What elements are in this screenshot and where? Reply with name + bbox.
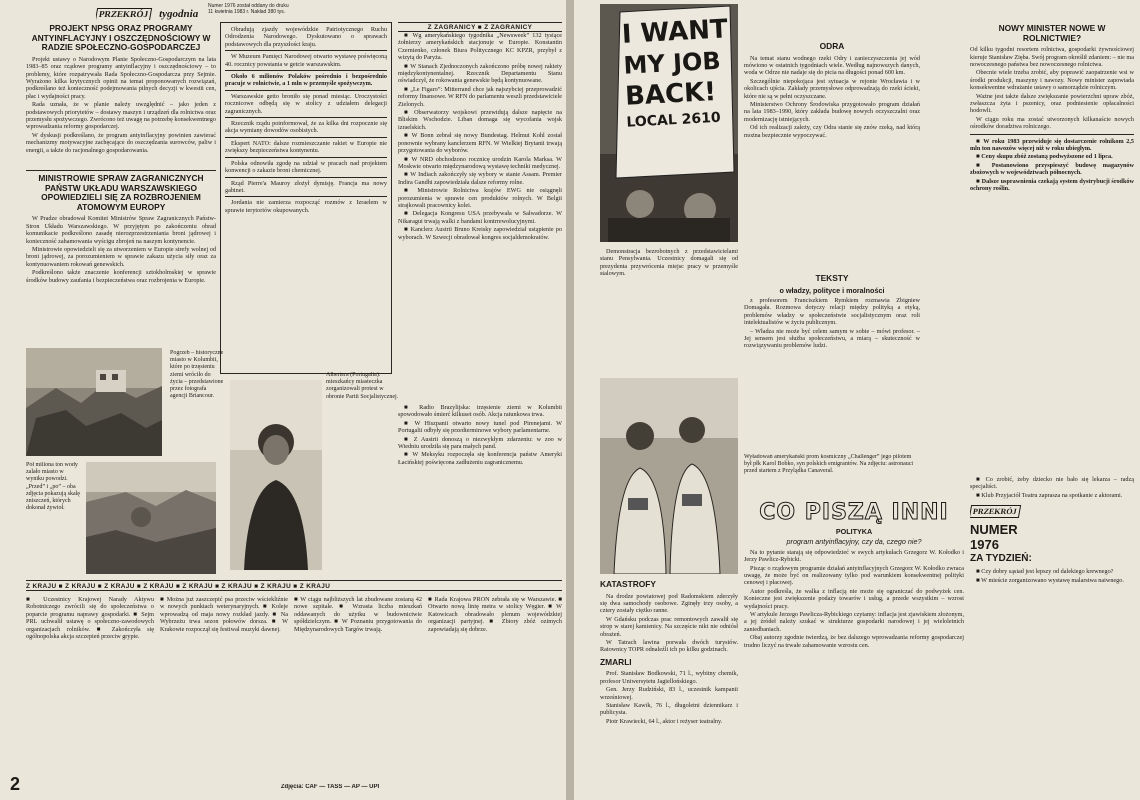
article-rozbrojenie-p3: Podkreślono także znaczenie konferencji sztokholmskiej w sprawie środków budowy zaufania i bezpieczeństwa oraz rozbrojenia w Europie.	[26, 269, 216, 284]
right-page	[574, 0, 1140, 800]
article-npsg-p1: Projekt ustawy o Narodowym Planie Społeczno-Gospodarczym na lata 1983–85 oraz rządowe programy antyinflacyjny i oszczędnościowy – to problemy, które rozpatrywała Rada Społeczno-Gospodarcza przy Sejmie. Wyrażono kilka krytycznych opinii na temat proponowanych rozwiązań, podkreślano też konieczność podejmowania pilnych decyzji w kwestii cen, płac i wydajności pracy.	[26, 55, 216, 100]
sign-line-3: BACK!	[624, 77, 717, 112]
article-minister-p3: Ważne jest także dalsze zwiększanie powierzchni upraw zbóż, zwłaszcza żyta i pszenicy, oraz podniesienie opłacalności hodowli.	[970, 92, 1134, 115]
article-minister-p4: W ciągu roku ma zostać utworzonych kilkanaście nowych ośrodków doradztwa rolniczego.	[970, 115, 1134, 131]
zagranicy-item: ■ „Le Figaro”: Mitterrand chce jak najszybciej przeprowadzić reformy finansowe. W RFN do parlamentu weszli przedstawiciele Zielonych.	[398, 85, 562, 108]
zagranicy-header: Z ZAGRANICY ■ Z ZAGRANICY	[398, 22, 562, 32]
zagranicy-lower-item: ■ Radio Brazylijska: trzęsienie ziemi w Kolumbii spowodowało śmierć kilkuset osób. Akcja ratunkowa trwa.	[398, 404, 562, 419]
co-pisza-p2: Pisząc o rządowym programie działań antyinflacyjnych Grzegorz W. Kołodko zwraca uwagę, że może być on realizowany tylko pod warunkiem konsekwentnej polityki cenowej i płacowej.	[744, 564, 964, 587]
protest-caption-text: Demonstracja bezrobotnych z przedstawicielami stanu Pensylwania. Uczestnicy domagali się od prezydenta przywrócenia miejsc pracy w przemyśle stalowym.	[600, 248, 738, 278]
article-odra-p4: Od ich realizacji zależy, czy Odra stanie się znów rzeką, nad którą można bezpiecznie wypoczywać.	[744, 124, 920, 139]
news-box-item: Warszawskie getto broniło się ponad miesiąc. Uroczystości rocznicowe odbędą się w stolicy z udziałem delegacji zagranicznych.	[225, 92, 387, 115]
article-rozbrojenie-headline: MINISTROWIE SPRAW ZAGRANICZNYCH PAŃSTW UKŁADU WARSZAWSKIEGO OPOWIEDZIELI SIĘ ZA ROZBROJENIEM ATOMOWYM EUROPY	[38, 173, 204, 212]
kraj-column-2: ■ Można już zaszczepić psa przeciw wściekliźnie w nowych punktach weterynaryjnych. ■ Koleje wprowadzą od maja nowy rozkład jazdy. ■ Na Wybrzeżu trwa sezon połowów dorsza. ■ W Krakowie rozpoczął się festiwal muzyki dawnej.	[160, 596, 288, 633]
sign-line-4: LOCAL 2610	[626, 109, 722, 131]
article-odra-p2: Szczególnie niepokojąca jest sytuacja w rejonie Wrocławia i w okolicach ujścia. Zakłady przemysłowe odprowadzają do rzeki ścieki, które nie są w pełni oczyszczane.	[744, 77, 920, 100]
spine	[566, 0, 574, 800]
masthead-title: tygodnia	[159, 8, 199, 20]
news-box-item: Obradują zjazdy wojewódzkie Patriotycznego Ruchu Odrodzenia Narodowego. Dyskutowano o sprawach podstawowych dla przyszłości kraju.	[225, 26, 387, 48]
zagranicy-lower	[398, 404, 562, 576]
co-pisza-p5: Obaj autorzy zgodnie twierdzą, że bez dalszego wprowadzania reformy gospodarczej trudno liczyć na trwałe zahamowanie wzrostu cen.	[744, 634, 964, 649]
lista-item: ■ W roku 1983 przewiduje się dostarczenie rolnikom 2,5 mln ton nawozów więcej niż w roku ubiegłym.	[970, 137, 1134, 153]
zagranicy-column	[398, 22, 562, 398]
photo-astronauts	[600, 378, 738, 574]
photo-rubble	[26, 348, 162, 456]
katastrofy-headline: KATASTROFY	[600, 579, 656, 589]
article-odra-headline: ODRA	[819, 41, 845, 51]
zagranicy-lower-item: ■ W Hiszpanii otwarto nowy tunel pod Pirenejami. W Portugalii odbyły się przedterminowe wybory parlamentarne.	[398, 419, 562, 435]
sign-line-2: MY JOB	[622, 46, 722, 80]
article-odra-p3: Ministerstwo Ochrony Środowiska przygotowało program działań na lata 1983–1990, który zakłada budowę nowych oczyszczalni oraz modernizację istniejących.	[744, 101, 920, 123]
news-box-item: Ekspert NATO: dalsze rozmieszczanie rakiet w Europie nie zwiększy bezpieczeństwa kontynentu.	[225, 139, 387, 155]
zagranicy-item: ■ W Bonn zebrał się nowy Bundestag. Helmut Kohl został ponownie wybrany kanclerzem RFN. W Wielkiej Brytanii trwają przygotowania do wyborów.	[398, 132, 562, 155]
article-teksty-p1: z profesorem Franciszkiem Rymkiem rozmawia Zbigniew Domagała. Rozmowa dotyczy relacji między polityką a etyką, problemów władzy w społeczeństwie socjalistycznym oraz roli intelektualistów w życiu publicznym.	[744, 297, 920, 327]
lista-item: ■ Postanowiono przyspieszyć budowę magazynów zbożowych w województwach północnych.	[970, 161, 1134, 177]
article-npsg-p2: Rada uznała, że w planie należy uwzględnić – jako jeden z podstawowych priorytetów – dostawy maszyn i urządzeń dla rolnictwa oraz przemysłu spożywczego. Zwrócono też uwagę na potrzebę konsekwentnego wprowadzania reformy gospodarczej.	[26, 101, 216, 131]
lineup-logo: PRZEKRÓJ	[970, 505, 1021, 518]
kraj-column-3: ■ W ciągu najbliższych lat zbudowane zostaną 42 nowe szpitale. ■ Wzrasta liczba mieszkań oddawanych do użytku w budownictwie spółdzielczym. ■ W Poznaniu przygotowania do Międzynarodowych Targów trwają.	[294, 596, 422, 633]
article-npsg	[26, 22, 216, 170]
zagranicy-item: ■ W Stanach Zjednoczonych zakończono próbę nowej rakiety międzykontynentalnej. Rzecznik Departamentu Stanu oświadczył, że rokowania genewskie będą kontynuowane.	[398, 62, 562, 85]
zmarli-headline: ZMARLI	[600, 656, 632, 667]
article-minister-p2: Obecnie wiele trzeba zrobić, aby poprawić zaopatrzenie wsi w środki produkcji, maszyny i nawozy. Nowy minister zapowiada konsekwentne wdrażanie ustawy o samorządzie rolniczym.	[970, 69, 1134, 92]
article-teksty	[744, 272, 920, 452]
lineup-numer-label: NUMER	[970, 522, 1018, 538]
news-box	[220, 22, 392, 374]
masthead-logo: PRZEKRÓJ	[96, 8, 152, 20]
zagranicy-item: ■ Delegacja Kongresu USA przebywała w Salwadorze. W Nikaragui trwają walki z bandami kontrrewolucyjnymi.	[398, 210, 562, 225]
article-rozbrojenie-p2: Ministrowie opowiedzieli się za utworzeniem w Europie strefy wolnej od broni jądrowej, za porozumieniem w sprawie zakazu użycia siły oraz za kontynuowaniem rokowań genewskich.	[26, 246, 216, 268]
photo-astronauts-caption: Wyładowań amerykański prom kosmiczny „Challenger” jego pilotem był płk Karol Bobko, syn polskich emigrantów. Na zdjęciu: astronauci przed startem z Przylądka Canaveral.	[744, 454, 914, 475]
article-minister	[970, 22, 1134, 472]
article-minister-p1: Od kilku tygodni resortem rolnictwa, gospodarki żywnościowej kieruje Stanisław Zięba. Swój program określił zdaniem: – nie ma nowoczesnego państwa bez nowoczesnego rolnictwa.	[970, 46, 1134, 68]
co-pisza-p3: Autor podkreśla, że walka z inflacją nie może się ograniczać do podwyżek cen. Konieczne jest zwiększenie podaży towarów i usług, a przede wszystkim – wzrost wydajności pracy.	[744, 587, 964, 610]
divider	[26, 170, 216, 171]
photo-protest	[600, 4, 738, 242]
article-co-pisza	[744, 500, 964, 796]
co-pisza-headline: CO PISZĄ INNI	[759, 500, 949, 525]
article-minister-headline: NOWY MINISTER NOWE W ROLNICTWIE?	[998, 23, 1106, 43]
article-teksty-subtitle: o władzy, polityce i moralności	[779, 285, 885, 295]
left-page	[0, 0, 566, 800]
co-pisza-p1: Na to pytanie starają się odpowiedzieć w swych artykułach Grzegorz W. Kołodko i Jerzy Pawlicz-Rybicki.	[744, 548, 964, 564]
lista-item: ■ Ceny skupu zbóż zostaną podwyższone od 1 lipca.	[976, 153, 1113, 161]
article-rozbrojenie-p1: W Pradze obradował Komitet Ministrów Spraw Zagranicznych Państw-Stron Układu Warszawskiego. W przyjętym po zakończeniu obrad komunikacie podkreślono zasadę nierozprzestrzeniania broni jądrowej i konieczność zahamowania wyścigu zbrojeń na naszym kontynencie.	[26, 215, 216, 245]
news-box-item: W Muzeum Pamięci Narodowej otwarto wystawę poświęconą 40. rocznicy powstania w getcie warszawskim.	[225, 53, 387, 68]
lineup-za-tydzien: ZA TYDZIEŃ:	[970, 553, 1032, 565]
katastrofy-p2: W Gdańsku podczas prac remontowych zawalił się strop w starej kamienicy. Na szczęście nikt nie odniósł obrażeń.	[600, 615, 738, 638]
article-rozbrojenie	[26, 170, 216, 342]
zagranicy-item: ■ Obserwatorzy wojskowi przewidują dalsze napięcie na Bliskim Wschodzie. Liban domaga się wycofania wojsk izraelskich.	[398, 109, 562, 131]
kraj-banner: Z KRAJU ■ Z KRAJU ■ Z KRAJU ■ Z KRAJU ■ Z KRAJU ■ Z KRAJU ■ Z KRAJU ■ Z KRAJU	[26, 580, 562, 591]
co-pisza-p4: W artykule Jerzego Pawlicza-Rybickiego czytamy: inflacja jest zjawiskiem złożonym, a jej źródeł należy szukać w strukturze gospodarki narodowej i jej wieloletnich zaniedbaniach.	[744, 611, 964, 633]
masthead-meta-2: 11 kwietnia 1983 r. Nakład 380 tys.	[208, 9, 286, 15]
article-odra	[744, 40, 920, 270]
photo-flood-caption: Pół miliona ton wody zalało miasto w wyniku powodzi. „Przed” i „po” – oba zdjęcia pokazują skalę zniszczeń, których dokonał żywioł.	[26, 462, 80, 512]
article-npsg-p3: W dyskusji podkreślano, że program antyinflacyjny powinien zawierać mechanizmy motywacyjne zachęcające do oszczędzania surowców, paliw i energii, a także do racjonalnego gospodarowania.	[26, 131, 216, 154]
lineup-box	[970, 505, 1134, 518]
news-box-item: Jordania nie zamierza rozpocząć rozmów z Izraelem w sprawie terytoriów okupowanych.	[225, 199, 387, 214]
photo-sources: Zdjęcia: CAF — TASS — AP — UPI	[280, 784, 380, 790]
zagranicy-lower-item: ■ W Meksyku rozpoczęła się konferencja państw Ameryki Łacińskiej poświęcona zadłużeniu zagranicznemu.	[398, 451, 562, 466]
article-teksty-p2: – Władza nie może być celem samym w sobie – mówi profesor. – Jej sensem jest służba społeczeństwu, a miarą – skuteczność w rozwiązywaniu problemów ludzi.	[744, 327, 920, 350]
masthead	[96, 2, 306, 20]
article-teksty-headline: TEKSTY	[815, 273, 849, 283]
zmarli-item: Piotr Krawiecki, 64 l., aktor i reżyser teatralny.	[606, 717, 723, 725]
zagranicy-item: ■ Kanclerz Austrii Bruno Kreisky zapowiedział ustąpienie po wyborach. W Szwecji obradował kongres socjaldemokratów.	[398, 226, 562, 241]
news-box-item: Rząd Pierre'a Mauroy złożył dymisję. Francja ma nowy gabinet.	[225, 179, 387, 194]
lista-item: ■ Dalsze usprawnienia czekają system dystrybucji środków ochrony roślin.	[970, 177, 1134, 193]
news-box-item: Polska odnowiła zgodę na udział w pracach nad projektem konwencji o zakazie broni chemicznej.	[225, 159, 387, 175]
zagranicy-item: ■ Wg amerykańskiego tygodnika „Newsweek” 132 tysiące żołnierzy amerykańskich stacjonuje w Europie. Konstantin Czernienko, członek Biura Politycznego KC KPZR, przybył z wizytą do Paryża.	[398, 32, 562, 62]
article-npsg-headline: PROJEKT NPSG ORAZ PROGRAMY ANTYINFLACYJNY I OSZCZĘDNOŚCIOWY W RADZIE SPOŁECZNO-GOSPODARCZEJ	[31, 23, 211, 53]
wiesci-item: ■ W mieście zorganizowano wystawę malarstwa naiwnego.	[976, 576, 1124, 584]
kraj-column-1: ■ Uczestnicy Krajowej Narady Aktywu Robotniczego zwrócili się do społeczeństwa o poparcie programu naprawy gospodarki. ■ Sejm PRL uchwalił ustawę o społeczno-zawodowych organizacjach rolników. ■ Zakończyła się ogólnopolska akcja szczepień przeciw grypie.	[26, 596, 154, 641]
photo-albertera	[230, 380, 322, 570]
katastrofy-p3: W Tatrach lawina porwała dwóch turystów. Ratownicy TOPR odnaleźli ich po kilku godzinach.	[600, 639, 738, 654]
zagranicy-item: ■ Ministrowie Rolnictwa krajów EWG nie osiągnęli porozumienia w sprawie cen produktów rolnych. W Belgii strajkowali pracownicy kolei.	[398, 187, 562, 209]
zagranicy-item: ■ W NRD obchodzono rocznicę urodzin Karola Marksa. W Moskwie otwarto międzynarodową wystawę techniki medycznej.	[398, 155, 562, 170]
page-number: 2	[10, 774, 21, 794]
article-odra-p1: Na temat stanu wodnego rzeki Odry i zanieczyszczenia jej wód mówiono w ostatnich tygodniach wiele. Według najnowszych danych, woda w Odrze nie nadaje się do picia na długości ponad 600 km.	[744, 54, 920, 77]
sign-line-1: I WANT	[621, 14, 729, 50]
photo-protest-caption	[600, 248, 738, 368]
co-pisza-subtitle: program antyinflacyjny, czy da, czego nie?	[786, 537, 922, 547]
zagranicy-lower-item: ■ Z Austrii donoszą o niezwykłym zdarzeniu: w zoo w Wiedniu urodziła się para małych pand.	[398, 435, 562, 451]
co-pisza-subhead: POLITYKA	[835, 527, 873, 536]
photo-flood	[86, 462, 216, 574]
wiesci-item: ■ Klub Przyjaciół Teatru zaprasza na spotkanie z aktorami.	[976, 491, 1123, 499]
zmarli-item: Gen. Jerzy Rudziński, 83 l., uczestnik kampanii wrześniowej.	[600, 686, 738, 701]
zmarli-item: Stanisław Kawik, 76 l., długoletni dziennikarz i publicysta.	[600, 702, 738, 717]
photo-rubble-caption: Pogrzeb – historyczne miasto w Kolumbii, które po trzęsieniu ziemi wróciło do życia – przedstawione przez fotografa agencji Briancour.	[170, 350, 224, 400]
katastrofy-zmarli	[600, 578, 738, 794]
news-box-item: Rzecznik rządu poinformował, że za kilka dni rozpocznie się akcja wymiany dowodów osobistych.	[225, 120, 387, 135]
zagranicy-item: ■ W Indiach zakończyły się wybory w stanie Assam. Premier Indira Gandhi zapowiedziała dalsze reformy rolne.	[398, 171, 562, 186]
wiesci-item: ■ Czy dobry sąsiad jest lepszy od dalekiego krewnego?	[976, 568, 1114, 576]
zmarli-item: Prof. Stanisław Bodkowski, 71 l., wybitny chemik, profesor Uniwersytetu Jagiellońskiego.	[600, 670, 738, 685]
right-bottom-column	[970, 476, 1134, 796]
news-box-item: Około 6 milionów Polaków pośrednio i bezpośrednio pracuje w rolnictwie, a 1 mln w przemyśle spożywczym.	[225, 73, 387, 88]
photo-albertera-caption: Albertera (Portugalia): mieszkańcy miasteczka zorganizowali protest w obronie Partii Socjalistycznej.	[326, 372, 399, 400]
masthead-meta-1: Numer 1976 został oddany do druku	[208, 3, 289, 9]
wiesci-item: ■ Co zrobić, żeby dziecko nie bało się lekarza – radzą specjaliści.	[970, 476, 1134, 491]
lineup-numer-value: 1976	[970, 537, 999, 553]
katastrofy-p1: Na drodze powiatowej pod Radomskiem zderzyły się dwa samochody osobowe. Zginęły trzy osoby, a cztery zostały ciężko ranne.	[600, 592, 738, 615]
kraj-column-4: ■ Rada Krajowa PRON zebrała się w Warszawie. ■ Otwarto nową linię metra w stolicy Węgier. ■ W Katowicach obradowało plenum wojewódzkiej organizacji partyjnej. ■ Zbiory zbóż ozimych zapowiadają się dobrze.	[428, 596, 562, 633]
